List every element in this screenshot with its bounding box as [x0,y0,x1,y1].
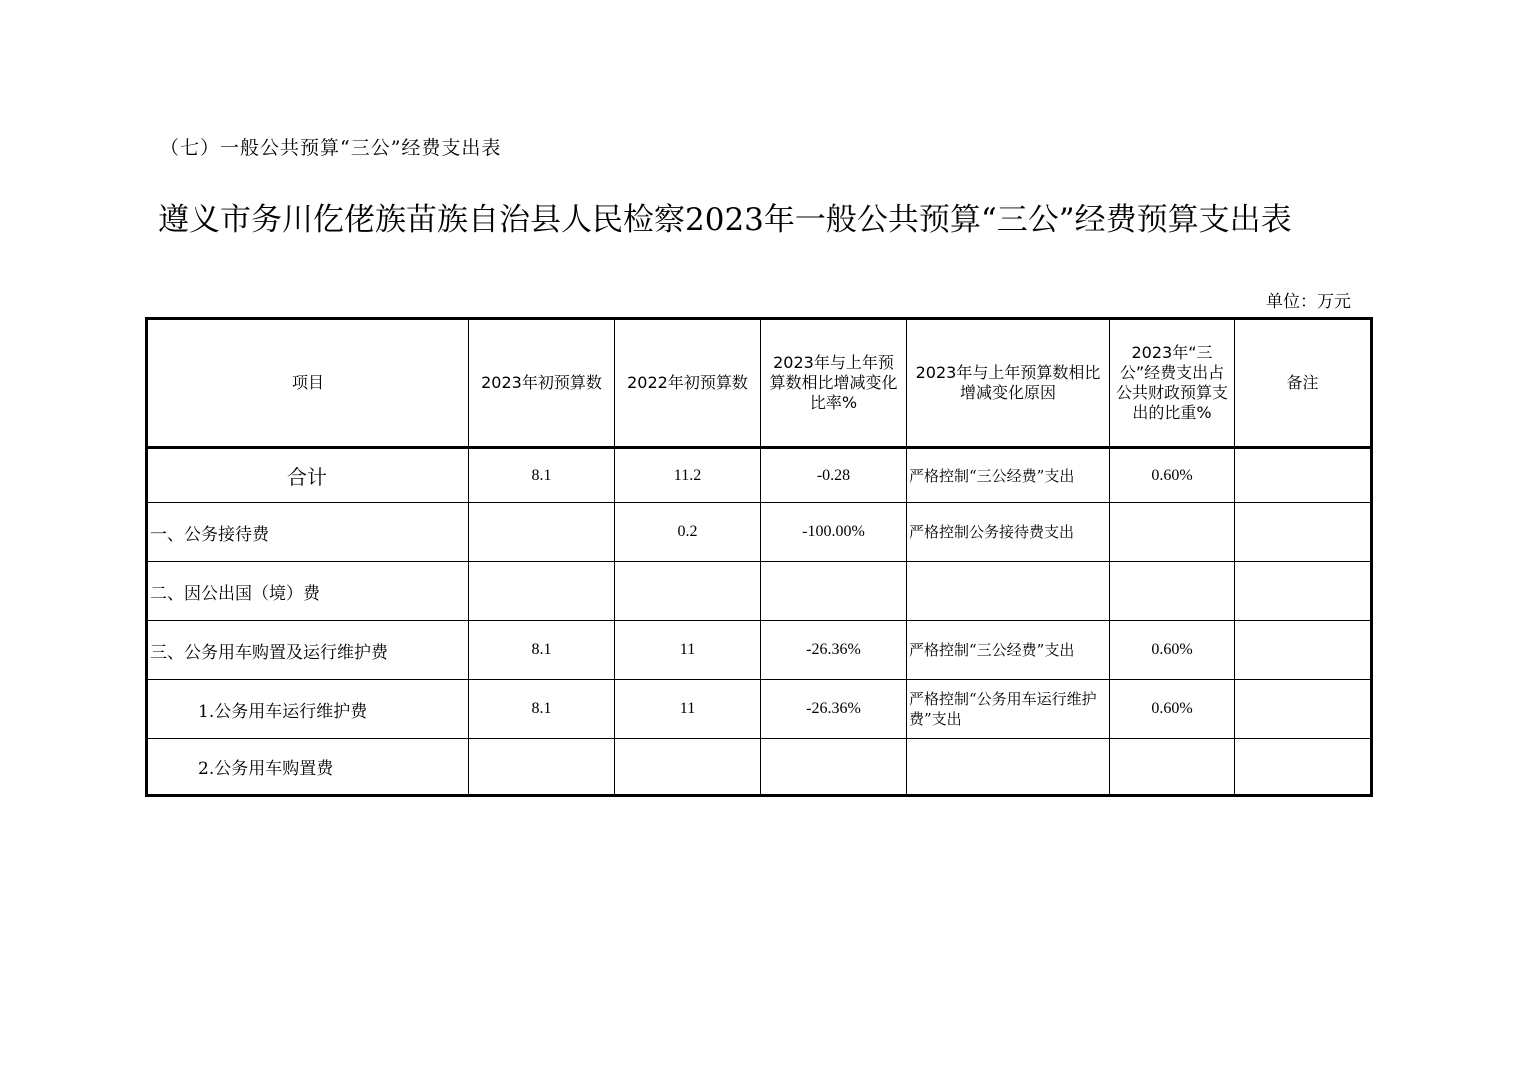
three-public-expenses-table [145,317,1373,797]
row-change-rate: -26.36% [761,680,907,739]
row-item: 一、公务接待费 [147,503,469,562]
row-share-ratio [1110,562,1235,621]
row-change-rate: -0.28 [761,448,907,503]
row-budget-2023 [469,739,615,796]
row-budget-2022: 11 [615,621,761,680]
table-header-row [147,319,1372,448]
row-budget-2023 [469,562,615,621]
row-item: 三、公务用车购置及运行维护费 [147,621,469,680]
row-change-reason: 严格控制“三公经费”支出 [907,448,1110,503]
header-budget-2023: 2023年初预算数 [469,319,615,448]
row-change-reason: 严格控制“公务用车运行维护费”支出 [907,680,1110,739]
row-item: 合计 [147,448,469,503]
header-item: 项目 [147,319,469,448]
row-share-ratio: 0.60% [1110,448,1235,503]
row-share-ratio [1110,503,1235,562]
row-budget-2022: 0.2 [615,503,761,562]
row-budget-2023: 8.1 [469,448,615,503]
row-change-reason: 严格控制“三公经费”支出 [907,621,1110,680]
row-share-ratio: 0.60% [1110,680,1235,739]
row-budget-2022: 11.2 [615,448,761,503]
row-share-ratio [1110,739,1235,796]
row-budget-2023: 8.1 [469,621,615,680]
row-remark [1235,562,1372,621]
header-remark: 备注 [1235,319,1372,448]
row-budget-2022 [615,739,761,796]
table-row-total [147,448,1372,503]
table-row [147,562,1372,621]
table-row [147,503,1372,562]
row-budget-2022 [615,562,761,621]
table-row [147,621,1372,680]
row-remark [1235,448,1372,503]
row-change-rate [761,739,907,796]
row-item: 2.公务用车购置费 [147,739,469,796]
row-budget-2023 [469,503,615,562]
row-share-ratio: 0.60% [1110,621,1235,680]
row-change-rate: -26.36% [761,621,907,680]
table-row [147,739,1372,796]
unit-label: 单位：万元 [1266,292,1351,312]
header-budget-2022: 2022年初预算数 [615,319,761,448]
row-item: 1.公务用车运行维护费 [147,680,469,739]
row-change-reason: 严格控制公务接待费支出 [907,503,1110,562]
row-change-reason [907,739,1110,796]
header-change-reason: 2023年与上年预算数相比增减变化原因 [907,319,1110,448]
section-label: （七）一般公共预算“三公”经费支出表 [160,137,502,159]
row-remark [1235,680,1372,739]
row-remark [1235,621,1372,680]
row-change-rate [761,562,907,621]
row-remark [1235,503,1372,562]
header-share-ratio: 2023年“三公”经费支出占公共财政预算支出的比重% [1110,319,1235,448]
row-item: 二、因公出国（境）费 [147,562,469,621]
row-change-reason [907,562,1110,621]
row-change-rate: -100.00% [761,503,907,562]
header-change-rate: 2023年与上年预算数相比增减变化比率% [761,319,907,448]
row-budget-2023: 8.1 [469,680,615,739]
row-remark [1235,739,1372,796]
row-budget-2022: 11 [615,680,761,739]
table-row [147,680,1372,739]
document-title: 遵义市务川仡佬族苗族自治县人民检察2023年一般公共预算“三公”经费预算支出表 [158,202,1292,238]
